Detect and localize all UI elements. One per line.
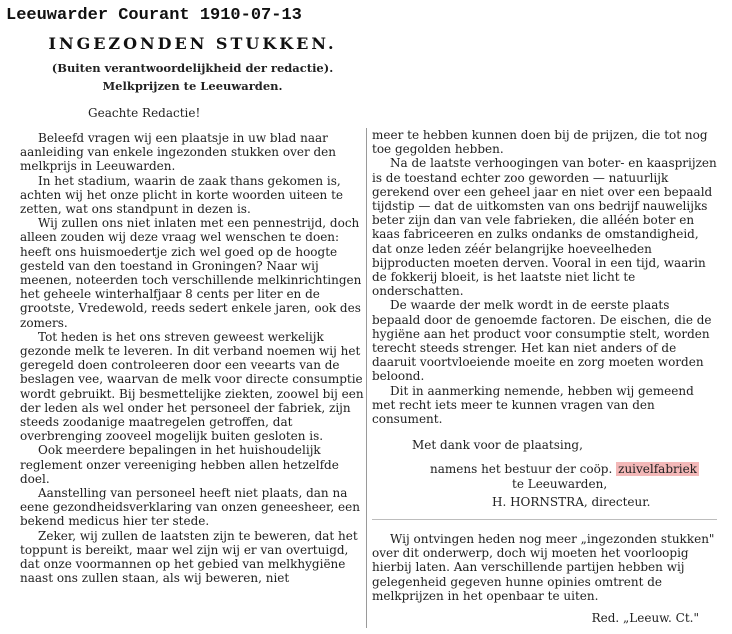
paragraph: Zeker, wij zullen de laatsten zijn te beweren, dat het toppunt is bereikt, maar wel zijn wij er van overtuigd, dat onze voormannen op het gebied van melkhygiëne naast ons zullen staan, als wij beweren, niet — [20, 528, 358, 586]
signature-org-line — [372, 462, 717, 476]
paragraph: Beleefd vragen wij een plaatsje in uw blad naar aanleiding van enkele ingezonden stukken over den melkprijs in Leeuwarden. — [20, 131, 337, 174]
editor-signature: Red. „Leeuw. Ct." — [591, 611, 699, 626]
section-heading — [20, 34, 365, 93]
separator-rule — [372, 519, 717, 520]
newspaper-masthead: Leeuwarder Courant 1910-07-13 — [6, 6, 302, 25]
signature-name: H. HORNSTRA, directeur. — [492, 494, 651, 509]
signature-thanks: Met dank voor de plaatsing, — [412, 438, 583, 453]
paragraph: Tot heden is het ons streven geweest werkelijk gezonde melk te leveren. In dit verband noemen wij het geregeld doen controleeren door een veearts van de beslagen vee, waarvan de melk voor directe consumptie wordt gebruikt. Bij besmettelijke ziekten, zoowel bij een der leden als wel onder het personeel der fabriek, zijn steeds zoodanige maatregelen getroffen, dat overbrenging zooveel mogelijk buiten gesloten is. — [20, 329, 364, 444]
signature-place: te Leeuwarden, — [512, 476, 608, 491]
column-divider — [366, 128, 367, 628]
editor-note: Wij ontvingen heden nog meer „ingezonden stukken" over dit onderwerp, doch wij moeten het voorloopig hierbij laten. Aan verschillende partijen hebben wij gelegenheid gegeven hunne opinies omtrent de melkprijzen in het openbaar te uiten. — [372, 532, 715, 603]
left-column — [20, 131, 365, 586]
signature-org-prefix: namens het bestuur der coöp. — [430, 462, 617, 477]
article-title: Melkprijzen te Leeuwarden. — [102, 79, 283, 93]
highlighted-word: zuivelfabriek — [618, 462, 697, 477]
section-title: INGEZONDEN STUKKEN. — [48, 34, 337, 53]
paragraph: In het stadium, waarin de zaak thans gekomen is, achten wij het onze plicht in korte woorden uiteen te zetten, wat ons standpunt in dezen is. — [20, 173, 344, 217]
salutation: Geachte Redactie! — [88, 106, 201, 120]
paragraph: Ook meerdere bepalingen in het huishoudelijk reglement onzer vereeniging hebben allen hetzelfde doel. — [20, 443, 339, 486]
paragraph: Aanstelling van personeel heeft niet plaats, dan na eene gezondheidsverklaring van onzen geneesheer, een bekend medicus hier ter stede. — [20, 486, 360, 529]
paragraph: Dit in aanmerking nemende, hebben wij gemeend met recht iets meer te kunnen vragen van den consument. — [372, 383, 694, 427]
section-subtitle: (Buiten verantwoordelijkheid der redactie). — [51, 61, 334, 75]
paragraph: De waarde der melk wordt in de eerste plaats bepaald door de genoemde factoren. De eischen, die de hygiëne aan het product voor consumptie stelt, worden terecht steeds strenger. Het kan niet anders of de daaruit voortvloeiende moeite en zorg moeten worden beloond. — [372, 298, 712, 384]
paragraph: meer te hebben kunnen doen bij de prijzen, die tot nog toe gegolden hebben. — [372, 128, 708, 157]
right-column — [372, 128, 717, 625]
paragraph: Wij zullen ons niet inlaten met een pennestrijd, doch alleen zouden wij deze vraag wel wenschen te doen: heeft ons huismoedertje zich wel goed op de hoogte gesteld van den toestand in Groningen? Naar wij meenen, noteerden toch verschillende melkinrichtingen het geheele winterhalfjaar 8 cents per liter en de grootste, Vredewold, reeds sedert enkele jaren, ook des zomers. — [20, 216, 362, 330]
paragraph: Na de laatste verhoogingen van boter- en kaasprijzen is de toestand echter zoo geworden — natuurlijk gerekend over een geheel jaar en niet over een bepaald tijdstip — dat de uitkomsten van ons bedrijf nauwelijks beter zijn dan van vele fabrieken, die alléén boter en kaas fabriceeren en zulks ondanks de omstandigheid, dat onze leden zéér belangrijke hoeveelheden bijproducten moeten derven. Vooral in een tijd, waarin de fokkerij bloeit, is het laatste niet licht te onderschatten. — [372, 156, 717, 299]
